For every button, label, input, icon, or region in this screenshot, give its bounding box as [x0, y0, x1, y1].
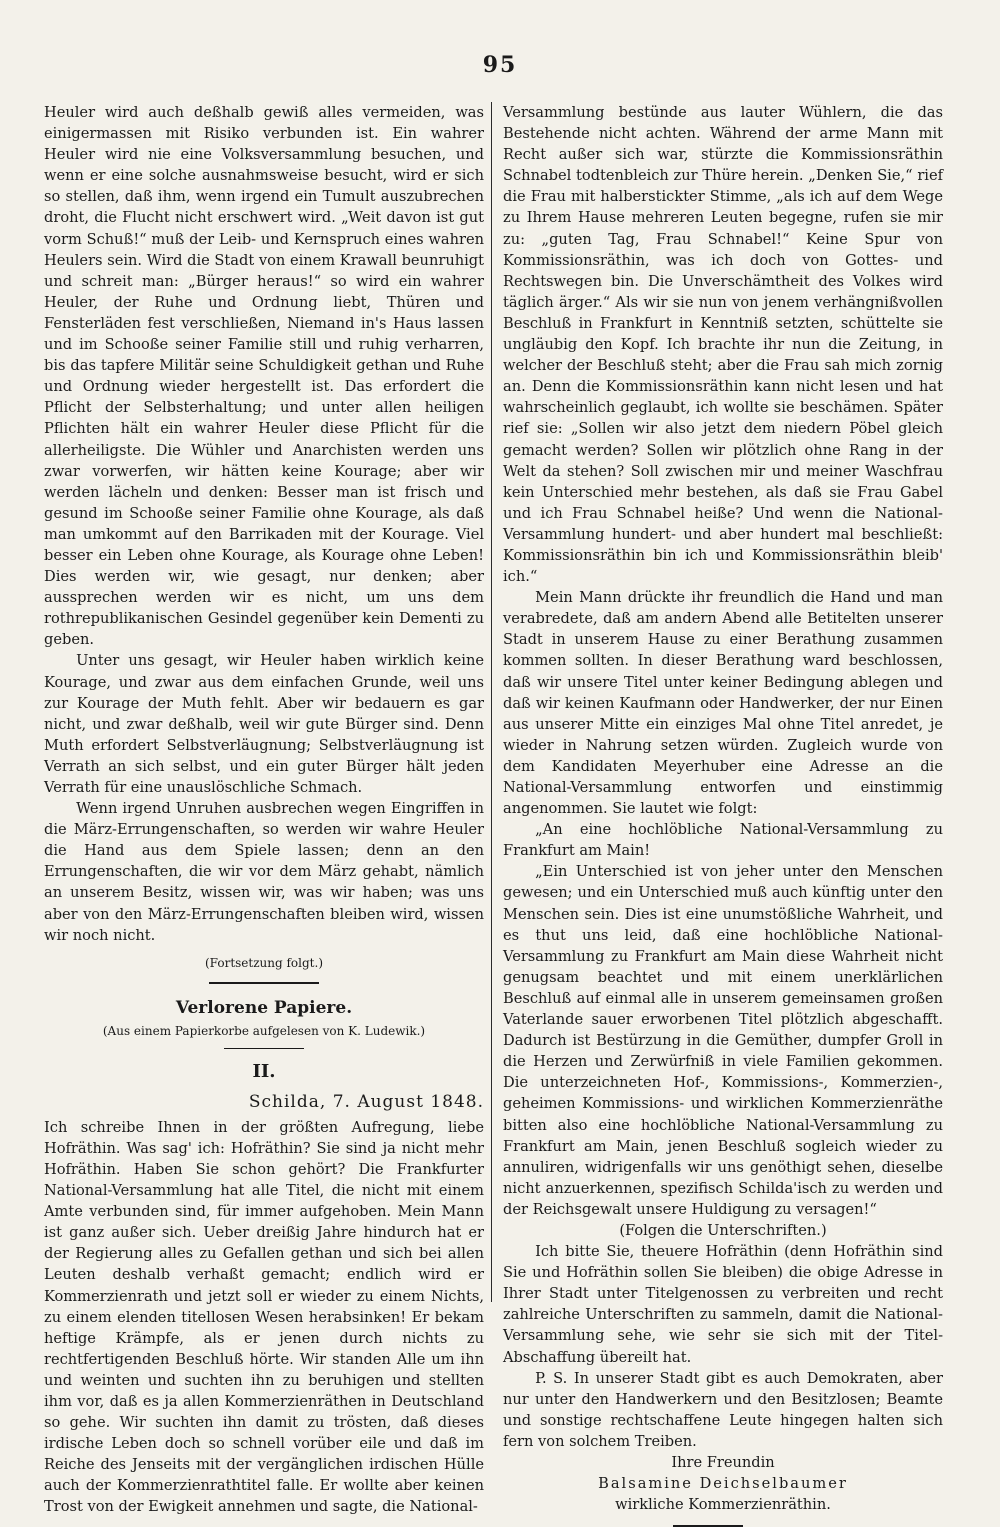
article-source: (Aus einem Papierkorbe aufgelesen von K. Ludewik.) [102, 1023, 426, 1038]
right-column [503, 102, 943, 1527]
paragraph: Heuler wird auch deßhalb gewiß alles vermeiden, was einigermassen mit Risiko verbunden ist. Ein wahrer Heuler wird nie eine Volksversammlung besuchen, und wenn er eine solche ausnahmsweise besucht, wird er sich so stellen, daß ihm, wenn irgend ein Tumult auszubrechen droht, die Flucht nicht erschwert wird. „Weit davon ist gut vorm Schuß!“ muß der Leib- und Kernspruch eines wahren Heulers sein. Wird die Stadt von einem Krawall beunruhigt und schreit man: „Bürger heraus!“ so wird ein wahrer Heuler, der Ruhe und Ordnung liebt, Thüren und Fensterläden fest verschließen, Niemand in's Haus lassen und im Schooße seiner Familie still und ruhig verharren, bis das tapfere Militär seine Schuldigkeit gethan und Ruhe und Ordnung wieder hergestellt ist. Das erfordert die Pflicht der Selbsterhaltung; und unter allen heiligen Pflichten hält ein wahrer Heuler diese Pflicht für die allerheiligste. Die Wühler und Anarchisten werden uns zwar vorwerfen, wir hätten keine Kourage; aber wir werden lächeln und denken: Besser man ist frisch und gesund im Schooße seiner Familie ohne Kourage, als daß man umkommt auf den Barrikaden mit der Kourage. Viel besser ein Leben ohne Kourage, als Kourage ohne Leben! Dies werden wir, wie gesagt, nur denken; aber aussprechen werden wir es nicht, um uns dem rothrepublikanischen Gesindel gegenüber kein Dementi zu geben. [44, 104, 484, 649]
paragraph: Versammlung bestünde aus lauter Wühlern, die das Bestehende nicht achten. Während der arme Mann mit Recht außer sich war, stürzte die Kommissionsräthin Schnabel todtenbleich zur Thüre herein. „Denken Sie,“ rief die Frau mit halberstickter Stimme, „als ich auf dem Wege zu Ihrem Hause mehreren Leuten begegne, rufen sie mir zu: „guten Tag, Frau Schnabel!“ Keine Spur von Kommissionsräthin, was ich doch von Gottes- und Rechtswegen bin. Die Unverschämtheit des Volkes wird täglich ärger.“ Als wir sie nun von jenem verhängnißvollen Beschluß in Frankfurt in Kenntniß setzten, schüttelte sie ungläubig den Kopf. Ich brachte ihr nun die Zeitung, in welcher der Beschluß steht; aber die Frau sah mich zornig an. Denn die Kommissionsräthin kann nicht lesen und hat wahrscheinlich geglaubt, ich wollte sie beschämen. Später rief sie: „Sollen wir also jetzt dem niedern Pöbel gleich gemacht werden? Sollen wir plötzlich ohne Rang in der Welt da stehen? Soll zwischen mir und meiner Waschfrau kein Unterschied mehr bestehen, als daß sie Frau Gabel und ich Frau Schnabel heiße? Und wenn die National-Versammlung hundert- und aber hundert mal beschließt: Kommissionsräthin bin ich und Kommissionsräthin bleib' ich.“ [503, 104, 943, 586]
paragraph: Unter uns gesagt, wir Heuler haben wirklich keine Kourage, und zwar aus dem einfachen Grunde, weil uns zur Kourage der Muth fehlt. Aber wir bedauern es gar nicht, und zwar deßhalb, weil wir gute Bürger sind. Denn Muth erfordert Selbstverläugnung; Selbstverläugnung ist Verrath an sich selbst, und ein guter Bürger hält jeden Verrath für eine unauslöschliche Schmach. [44, 652, 484, 796]
paragraph: Ich schreibe Ihnen in der größten Aufregung, liebe Hofräthin. Was sag' ich: Hofräthin? Sie sind ja nicht mehr Hofräthin. Haben Sie schon gehört? Die Frankfurter National-Versammlung hat alle Titel, die nicht mit einem Amte verbunden sind, für immer aufgehoben. Mein Mann ist ganz außer sich. Ueber dreißig Jahre hindurch hat er der Regierung alles zu Gefallen gethan und sich bei allen Leuten deshalb verhaßt gemacht; endlich wird er Kommerzienrath und jetzt soll er wieder zu einem Nichts, zu einem elenden titellosen Wesen herabsinken! Er bekam heftige Krämpfe, als er jenen durch nichts zu rechtfertigenden Beschluß hörte. Wir standen Alle um ihn und weinten und suchten ihn zu beruhigen und stellten ihm vor, daß es ja allen Kommerzienräthen in Deutschland so gehe. Wir suchten ihn damit zu trösten, daß dieses irdische Leben doch so schnell vorüber eile und daß im Reiche des Jenseits mit der vergänglichen irdischen Hülle auch der Kommerzienrathtitel falle. Er wollte aber keinen Trost von der Ewigkeit annehmen und sagte, die National- [44, 1118, 484, 1516]
divider [224, 1048, 304, 1049]
left-column [44, 102, 484, 1518]
article-title: Verlorene Papiere. [175, 997, 353, 1018]
continued-note: (Fortsetzung folgt.) [205, 955, 323, 970]
paragraph: Mein Mann drückte ihr freundlich die Hand und man verabredete, daß am andern Abend alle Betitelten unserer Stadt in unserem Hause zu einer Berathung zusammen kommen sollten. In dieser Berathung ward beschlossen, daß wir unsere Titel unter keiner Bedingung ablegen und daß wir keinen Kaufmann oder Handwerker, der nur Einen aus unserer Mitte ein einziges Mal ohne Titel anredet, je wieder in Nahrung setzen würden. Zugleich wurde von dem Kandidaten Meyerhuber eine Adresse an die National-Versammlung entworfen und einstimmig angenommen. Sie lautet wie folgt: [503, 589, 943, 818]
divider [209, 982, 319, 984]
page-number: 95 [482, 52, 518, 78]
address-heading: „An eine hochlöbliche National-Versammlung zu Frankfurt am Main! [503, 821, 943, 860]
paragraph: Ich bitte Sie, theuere Hofräthin (denn Hofräthin sind Sie und Hofräthin sollen Sie bleiben) die obige Adresse in Ihrer Stadt unter Titelgenossen zu verbreiten und recht zahlreiche Unterschriften zu sammeln, damit die National-Versammlung sehe, wie sehr sie sich mit der Titel-Abschaffung übereilt hat. [503, 1243, 943, 1366]
postscript: P. S. In unserer Stadt gibt es auch Demokraten, aber nur unter den Handwerkern und den Besitzlosen; Beamte und sonstige rechtschaffene Leute hingegen halten sich fern von solchem Treiben. [503, 1369, 943, 1450]
closing: Ihre Freundin [671, 1454, 775, 1471]
dateline: Schilda, 7. August 1848. [248, 1091, 484, 1112]
section-number: II. [252, 1060, 276, 1082]
paragraph: Wenn irgend Unruhen ausbrechen wegen Eingriffen in die März-Errungenschaften, so werden wir wahre Heuler die Hand aus dem Spiele lassen; denn an den Errungenschaften, die wir vor dem März gehabt, nämlich an unserem Besitz, wissen wir, was wir haben; was uns aber von den März-Errungenschaften bleiben wird, wissen wir noch nicht. [44, 800, 484, 944]
sender-name: Balsamine Deichselbaumer [598, 1475, 848, 1493]
sender-title: wirkliche Kommerzienräthin. [615, 1496, 831, 1514]
column-rule [491, 102, 492, 1302]
address-body: „Ein Unterschied ist von jeher unter den Menschen gewesen; und ein Unterschied muß auch künftig unter den Menschen sein. Dies ist eine unumstößliche Wahrheit, und es thut uns leid, daß eine hochlöbliche National-Versammlung zu Frankfurt am Main diese Wahrheit nicht genugsam beachtet und mit einem unerklärlichen Beschluß auf einmal alle in unserem gemeinsamen großen Vaterlande sauer erworbenen Titel plötzlich abgeschafft. Dadurch ist Bestürzung in die Gemüther, dumpfer Groll in die Herzen und Zerwürfniß in viele Familien gekommen. Die unterzeichneten Hof-, Kommissions-, Kommerzien-, geheimen Kommissions- und wirklichen Kommerzienräthe bitten also eine hochlöbliche National-Versammlung zu Frankfurt am Main, jenen Beschluß sogleich wieder zu annuliren, widrigenfalls wir uns genöthigt sehen, dieselbe nicht anzuerkennen, spezifisch Schilda'isch zu werden und der Reichsgewalt unsere Huldigung zu versagen!“ [503, 863, 943, 1218]
signatures-note: (Folgen die Unterschriften.) [619, 1221, 827, 1239]
